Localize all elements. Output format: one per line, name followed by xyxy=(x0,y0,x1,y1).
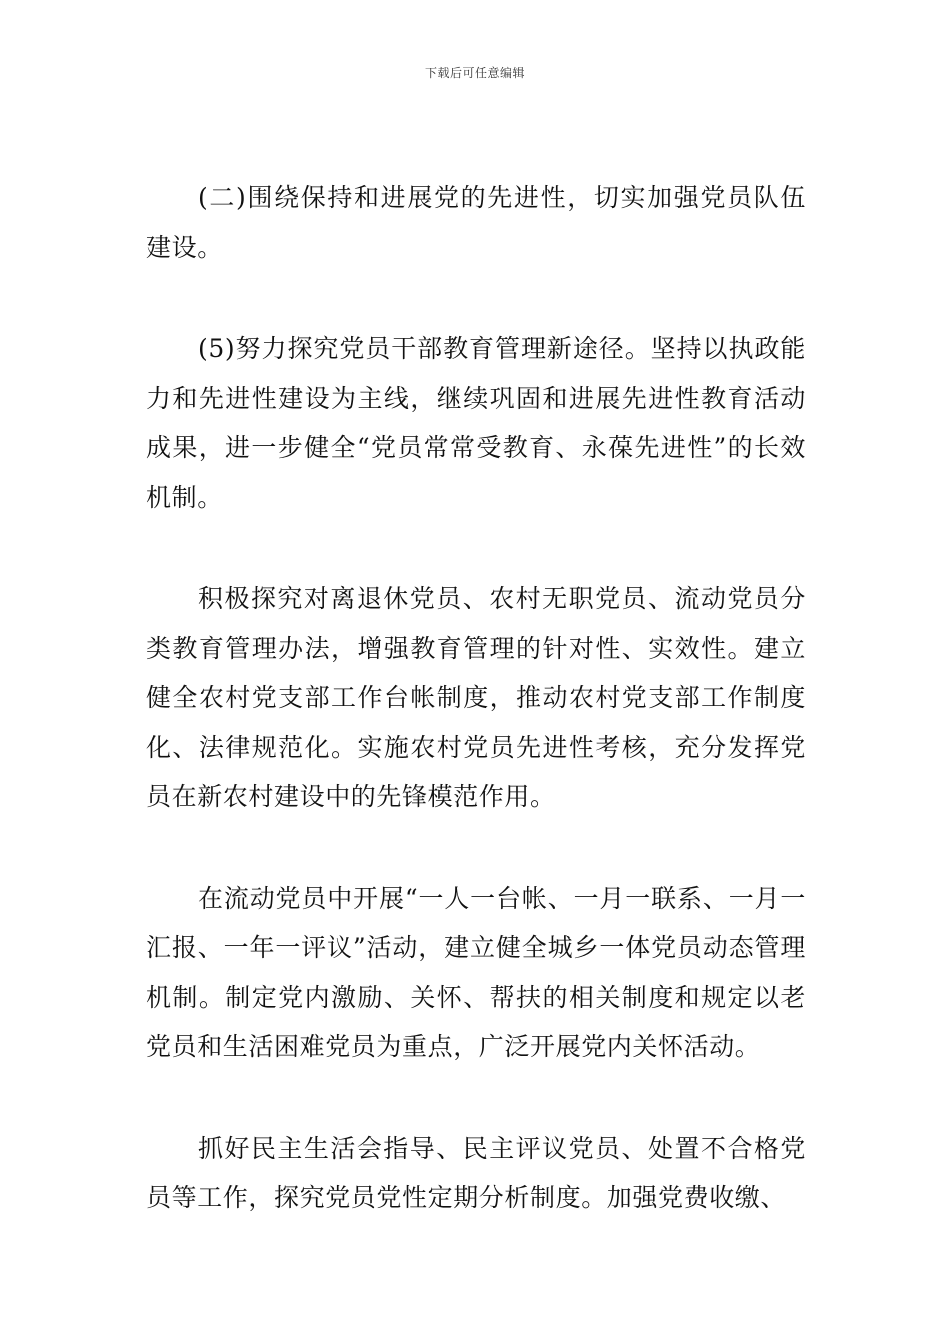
paragraph-section-heading: (二)围绕保持和进展党的先进性，切实加强党员队伍建设。 xyxy=(146,183,806,262)
document-body xyxy=(146,173,806,1275)
paragraph-item-5: (5)努力探究党员干部教育管理新途径。坚持以执政能力和先进性建设为主线，继续巩固和进展先进性教育活动成果，进一步健全“党员常常受教育、永葆先进性”的长效机制。 xyxy=(146,334,806,512)
page-header: 下载后可任意编辑 xyxy=(424,66,525,80)
paragraph-classified-management: 积极探究对离退休党员、农村无职党员、流动党员分类教育管理办法，增强教育管理的针对性、实效性。建立健全农村党支部工作台帐制度，推动农村党支部工作制度化、法律规范化。实施农村党员先进性考核，充分发挥党员在新农村建设中的先锋模范作用。 xyxy=(146,584,806,811)
paragraph-democratic-life: 抓好民主生活会指导、民主评议党员、处置不合格党员等工作，探究党员党性定期分析制度。加强党费收缴、 xyxy=(146,1133,806,1212)
paragraph-mobile-members: 在流动党员中开展“一人一台帐、一月一联系、一月一汇报、一年一评议”活动，建立健全城乡一体党员动态管理机制。制定党内激励、关怀、帮扶的相关制度和规定以老党员和生活困难党员为重点，广泛开展党内关怀活动。 xyxy=(146,883,806,1061)
